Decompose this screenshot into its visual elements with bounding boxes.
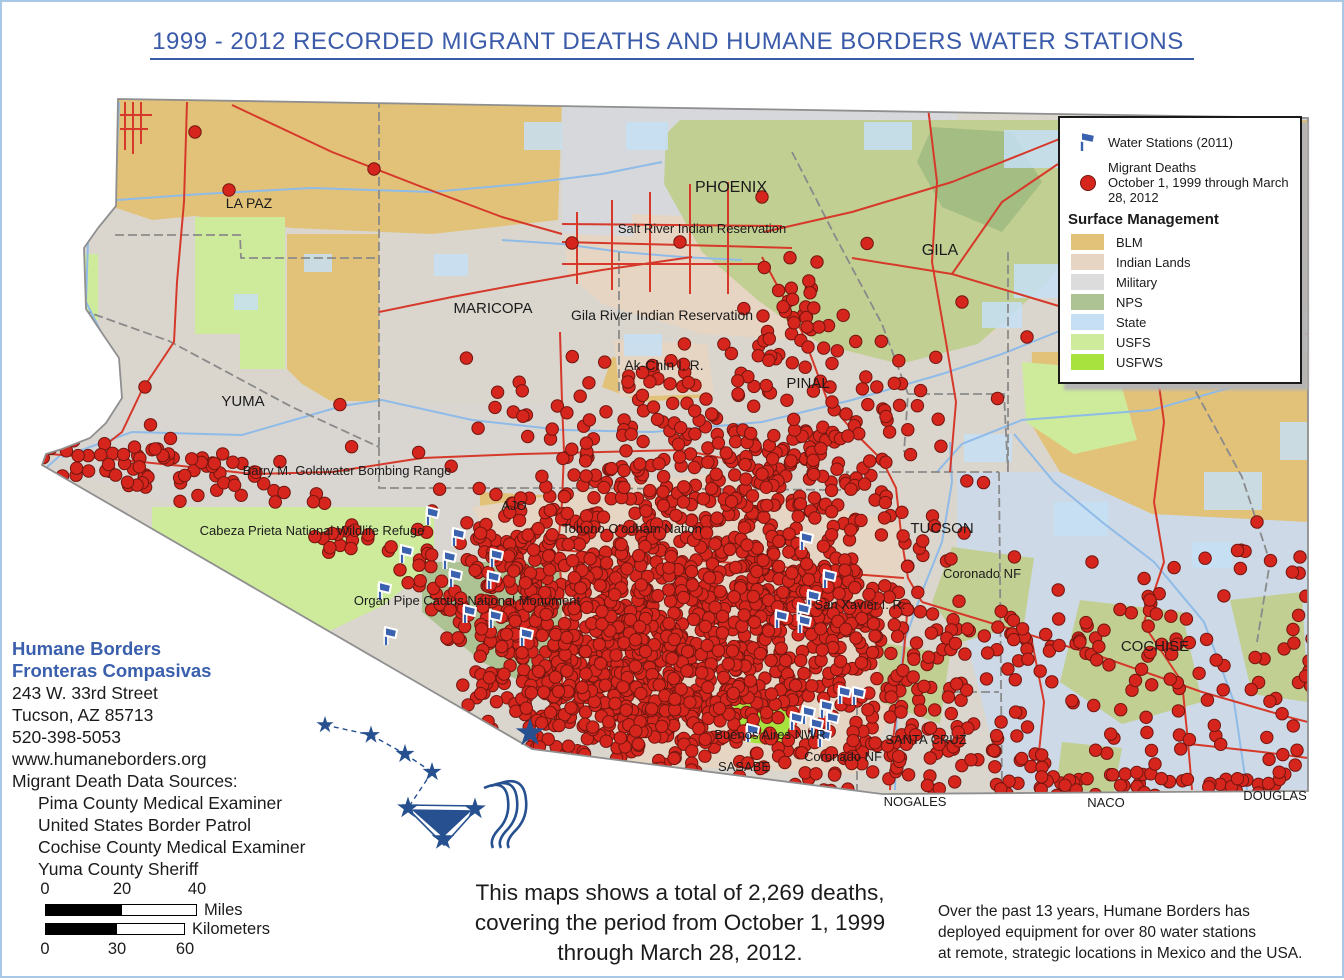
map-label: COCHISE [1120, 638, 1190, 655]
map-label: Salt River Indian Reservation [617, 221, 787, 236]
map-label: NACO [1087, 795, 1125, 810]
legend-water-stations [1068, 130, 1290, 154]
legend-surface-label: Indian Lands [1116, 254, 1191, 270]
miles-unit-label: Miles [204, 901, 243, 919]
scale-tick: 60 [175, 940, 195, 958]
legend-color-swatch [1071, 314, 1104, 330]
map-label: DOUGLAS [1243, 788, 1307, 803]
source-item: Pima County Medical Examiner [38, 793, 283, 813]
source-item: United States Border Patrol [38, 815, 252, 835]
legend-color-swatch [1071, 254, 1104, 270]
org-phone: 520-398-5053 [12, 727, 121, 747]
legend-surface-label: Military [1116, 274, 1158, 290]
legend-surface-item [1068, 234, 1290, 250]
legend-surface-item [1068, 294, 1290, 310]
logo-star [516, 718, 545, 745]
map-label: Coronado NF [942, 566, 1022, 581]
water-station-flag-icon [1068, 130, 1108, 154]
map-label: AJO [501, 498, 527, 513]
logo-star [423, 762, 442, 780]
map-label: NOGALES [883, 794, 947, 809]
legend-surface-label: State [1116, 314, 1147, 330]
org-address-line2: Tucson, AZ 85713 [12, 705, 154, 725]
scale-tick: 0 [40, 940, 50, 958]
map-label: Tohono O'odham Nation [562, 521, 702, 536]
scale-tick: 40 [187, 880, 207, 898]
km-bar [45, 923, 185, 935]
map-label: Buenos Aires NWR [714, 727, 826, 742]
legend-surface-item [1068, 254, 1290, 270]
legend-surface-label: BLM [1116, 234, 1143, 250]
legend-migrant-deaths-label: Migrant Deaths October 1, 1999 through March 28, 2012 [1108, 160, 1289, 205]
logo-star [396, 744, 415, 762]
map-label: TUCSON [910, 520, 974, 537]
map-label: Gila River Indian Reservation [570, 307, 754, 323]
scale-tick: 0 [40, 880, 50, 898]
legend-surface-label: USFWS [1116, 354, 1163, 370]
legend-color-swatch [1071, 334, 1104, 350]
map-label: Ak-Chin I. R. [624, 357, 704, 373]
map-label: Coronado NF [803, 749, 883, 764]
scale-tick: 20 [112, 880, 132, 898]
source-item: Cochise County Medical Examiner [38, 837, 306, 857]
map-label: GILA [921, 242, 959, 259]
map-legend [1058, 116, 1302, 384]
humane-borders-logo [300, 696, 562, 872]
map-label: San Xavier I. R. [814, 597, 906, 612]
legend-water-stations-label: Water Stations (2011) [1108, 134, 1233, 150]
migrant-death-dot-icon [1068, 175, 1108, 191]
sources-heading: Migrant Death Data Sources: [12, 771, 238, 791]
org-info-block [12, 638, 305, 880]
map-label: PHOENIX [694, 179, 768, 196]
map-label: YUMA [221, 393, 265, 410]
legend-migrant-deaths [1068, 160, 1290, 205]
miles-bar [45, 904, 197, 916]
total-deaths-caption: This maps shows a total of 2,269 deaths, covering the period from October 1, 1999 through March 28, 2012. [474, 880, 886, 965]
legend-surface-label: USFS [1116, 334, 1151, 350]
km-unit-label: Kilometers [192, 920, 270, 938]
map-label: SANTA CRUZ [885, 732, 967, 747]
legend-surface-item [1068, 314, 1290, 330]
map-label: Cabeza Prieta National Wildlife Refuge [199, 523, 425, 538]
logo-star [316, 716, 333, 732]
scale-bar [42, 880, 322, 972]
map-label: Organ Pipe Cactus National Monument [353, 593, 581, 608]
legend-color-swatch [1071, 234, 1104, 250]
legend-surface-item [1068, 334, 1290, 350]
logo-water-wave [491, 783, 517, 848]
logo-water-wave [484, 785, 508, 848]
water-stations-caption: Over the past 13 years, Humane Borders has deployed equipment for over 80 water stations at remote, strategic locations in Mexico and the USA. [938, 903, 1303, 962]
map-label: LA PAZ [225, 195, 273, 211]
legend-color-swatch [1071, 274, 1104, 290]
map-label: PINAL [786, 375, 830, 392]
legend-surface-label: NPS [1116, 294, 1143, 310]
legend-surface-rows [1068, 234, 1290, 370]
scale-tick: 30 [107, 940, 127, 958]
legend-surface-management-title: Surface Management [1068, 211, 1219, 228]
org-address-line1: 243 W. 33rd Street [12, 683, 158, 703]
source-item: Yuma County Sheriff [38, 859, 199, 879]
map-label: SASABE [717, 759, 771, 774]
map-label: MARICOPA [453, 300, 533, 317]
org-name-es: Fronteras Compasivas [12, 660, 212, 681]
org-website[interactable]: www.humaneborders.org [12, 749, 207, 769]
legend-surface-item [1068, 274, 1290, 290]
legend-color-swatch [1071, 354, 1104, 370]
page-title-text: 1999 - 2012 RECORDED MIGRANT DEATHS AND HUMANE BORDERS WATER STATIONS [150, 28, 1194, 60]
org-name: Humane Borders [12, 638, 162, 659]
map-label: Barry M. Goldwater Bombing Range [242, 463, 452, 478]
legend-color-swatch [1071, 294, 1104, 310]
page-title [2, 28, 1342, 56]
legend-surface-item [1068, 354, 1290, 370]
